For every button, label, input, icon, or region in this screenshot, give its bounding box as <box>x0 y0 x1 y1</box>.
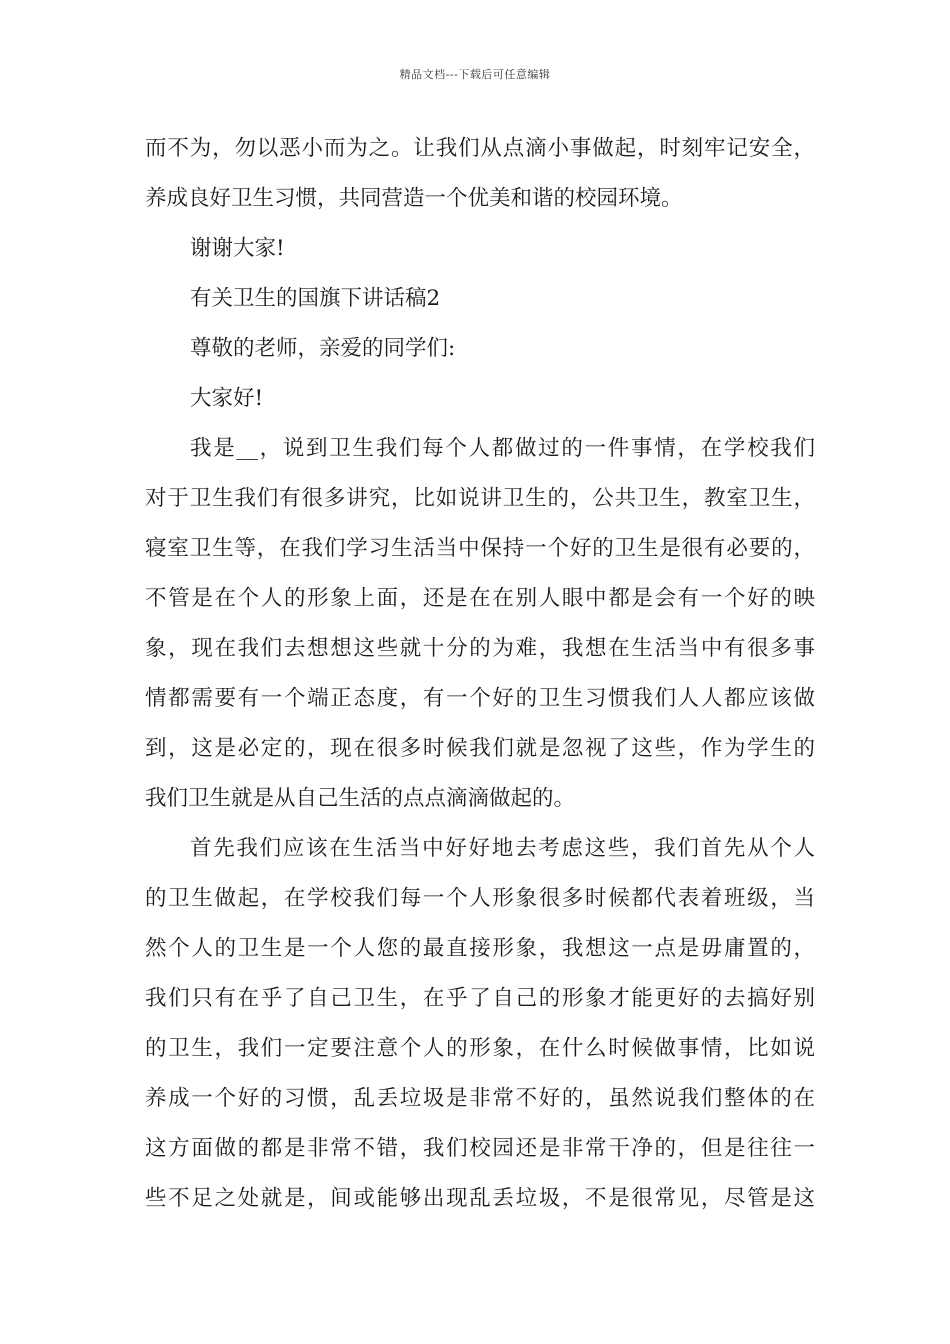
text-line: 些不足之处就是，间或能够出现乱丢垃圾，不是很常见，尽管是这 <box>145 1186 815 1211</box>
greeting-line: 大家好! <box>190 386 264 411</box>
text-line: 对于卫生我们有很多讲究，比如说讲卫生的，公共卫生，教室卫生， <box>145 486 815 511</box>
section-title: 有关卫生的国旗下讲话稿2 <box>190 286 441 311</box>
text-line: 我们卫生就是从自己生活的点点滴滴做起的。 <box>145 786 576 811</box>
text-line: 我是__，说到卫生我们每个人都做过的一件事情，在学校我们 <box>190 436 815 461</box>
text-line: 养成一个好的习惯，乱丢垃圾是非常不好的，虽然说我们整体的在 <box>145 1086 815 1111</box>
text-line: 情都需要有一个端正态度，有一个好的卫生习惯我们人人都应该做 <box>145 686 815 711</box>
text-line: 寝室卫生等，在我们学习生活当中保持一个好的卫生是很有必要的， <box>145 536 815 561</box>
text-line: 而不为，勿以恶小而为之。让我们从点滴小事做起，时刻牢记安全， <box>145 136 815 161</box>
page-header: 精品文档---下载后可任意编辑 <box>399 68 551 81</box>
text-line: 养成良好卫生习惯，共同营造一个优美和谐的校园环境。 <box>145 186 683 211</box>
text-line: 的卫生，我们一定要注意个人的形象，在什么时候做事情，比如说 <box>145 1036 815 1061</box>
text-line: 我们只有在乎了自己卫生，在乎了自己的形象才能更好的去搞好别 <box>145 986 815 1011</box>
text-line: 的卫生做起，在学校我们每一个人形象很多时候都代表着班级，当 <box>145 886 815 911</box>
text-line: 象，现在我们去想想这些就十分的为难，我想在生活当中有很多事 <box>145 636 815 661</box>
text-line: 然个人的卫生是一个人您的最直接形象，我想这一点是毋庸置的， <box>145 936 815 961</box>
document-body <box>145 124 815 1224</box>
text-line: 这方面做的都是非常不错，我们校园还是非常干净的，但是往往一 <box>145 1136 815 1161</box>
text-line: 不管是在个人的形象上面，还是在在别人眼中都是会有一个好的映 <box>145 586 815 611</box>
closing-line: 谢谢大家! <box>190 236 285 261</box>
text-line: 到，这是必定的，现在很多时候我们就是忽视了这些，作为学生的 <box>145 736 815 761</box>
text-line: 首先我们应该在生活当中好好地去考虑这些，我们首先从个人 <box>190 836 815 861</box>
salutation-line: 尊敬的老师，亲爱的同学们: <box>190 336 456 361</box>
